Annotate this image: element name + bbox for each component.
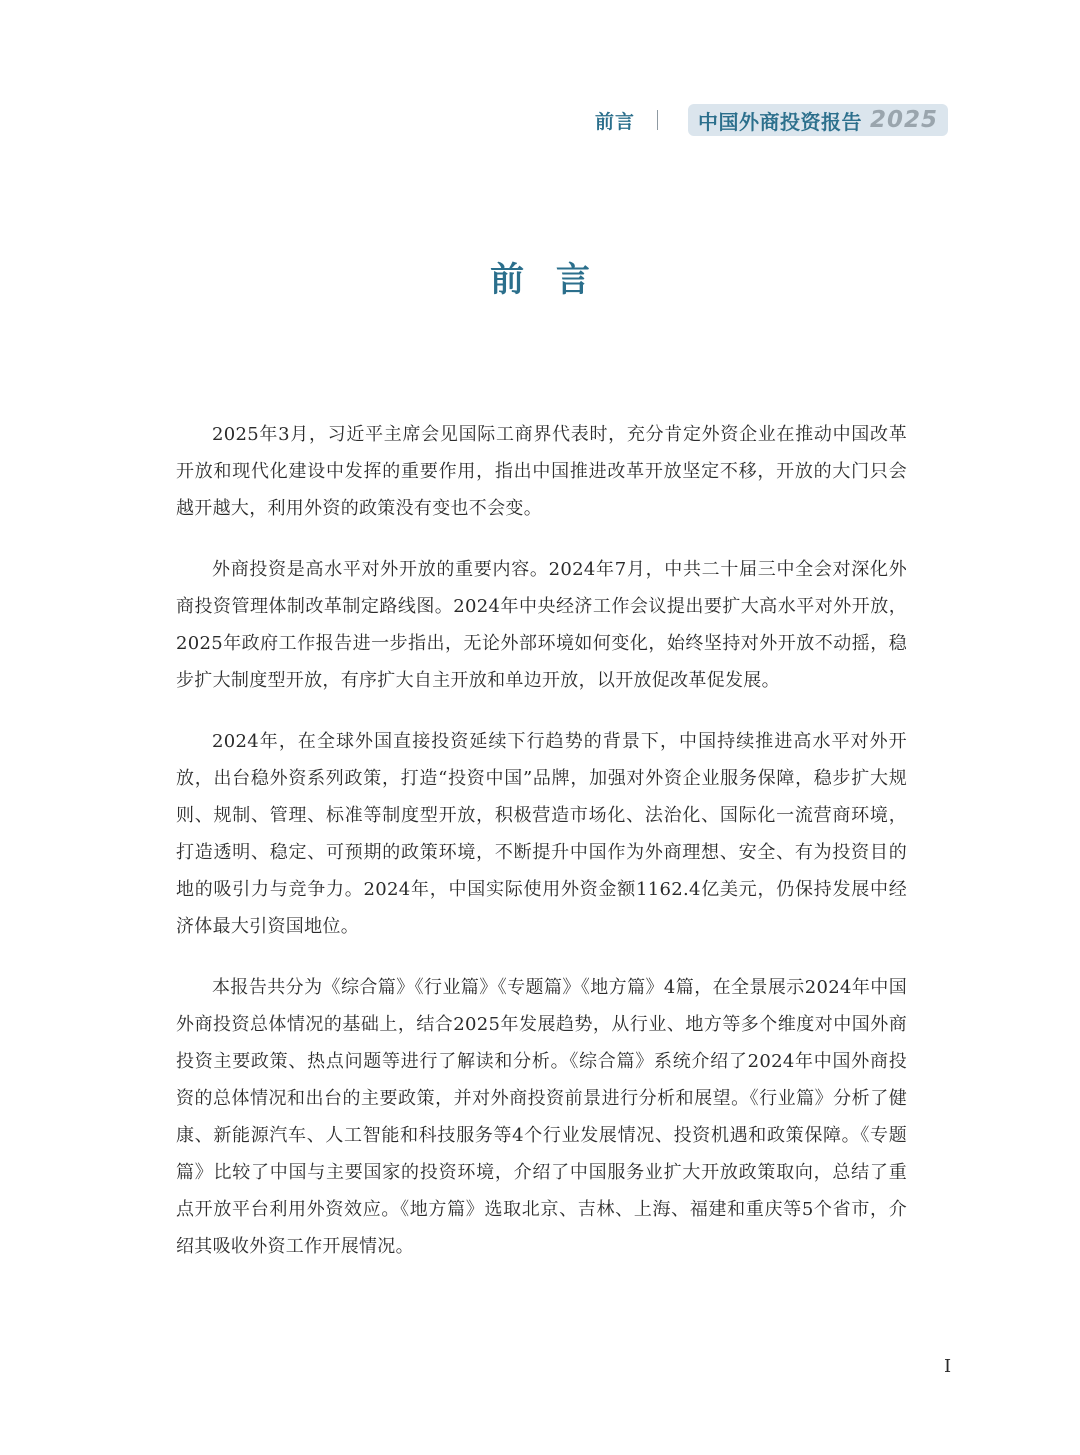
- running-header: [595, 104, 948, 136]
- preface-body: [176, 416, 907, 1289]
- header-report-title: 中国外商投资报告: [697, 109, 862, 134]
- paragraph: 2024年，在全球外国直接投资延续下行趋势的背景下，中国持续推进高水平对外开放，出台稳外资系列政策，打造“投资中国”品牌，加强对外资企业服务保障，稳步扩大规则、规制、管理、标准等制度型开放，积极营造市场化、法治化、国际化一流营商环境，打造透明、稳定、可预期的政策环境，不断提升中国作为外商理想、安全、有为投资目的地的吸引力与竞争力。2024年，中国实际使用外资金额1162.4亿美元，仍保持发展中经济体最大引资国地位。: [176, 731, 907, 937]
- page-title: 前 言: [490, 260, 600, 300]
- header-section-label: 前言: [594, 110, 635, 133]
- paragraph: 本报告共分为《综合篇》《行业篇》《专题篇》《地方篇》4篇，在全景展示2024年中国外商投资总体情况的基础上，结合2025年发展趋势，从行业、地方等多个维度对中国外商投资主要政策、热点问题等进行了解读和分析。《综合篇》系统介绍了2024年中国外商投资的总体情况和出台的主要政策，并对外商投资前景进行分析和展望。《行业篇》分析了健康、新能源汽车、人工智能和科技服务等4个行业发展情况、投资机遇和政策保障。《专题篇》比较了中国与主要国家的投资环境，介绍了中国服务业扩大开放政策取向，总结了重点开放平台利用外资效应。《地方篇》选取北京、吉林、上海、福建和重庆等5个省市，介绍其吸收外资工作开展情况。: [176, 977, 907, 1257]
- header-divider: [657, 110, 658, 130]
- header-title-box: [688, 104, 948, 136]
- paragraph: 2025年3月，习近平主席会见国际工商界代表时，充分肯定外资企业在推动中国改革开放和现代化建设中发挥的重要作用，指出中国推进改革开放坚定不移，开放的大门只会越开越大，利用外资的政策没有变也不会变。: [176, 424, 907, 519]
- page-number: I: [944, 1356, 952, 1377]
- paragraph: 外商投资是高水平对外开放的重要内容。2024年7月，中共二十届三中全会对深化外商投资管理体制改革制定路线图。2024年中央经济工作会议提出要扩大高水平对外开放，2025年政府工作报告进一步指出，无论外部环境如何变化，始终坚持对外开放不动摇，稳步扩大制度型开放，有序扩大自主开放和单边开放，以开放促改革促发展。: [176, 559, 907, 691]
- header-report-year: 2025: [869, 107, 938, 133]
